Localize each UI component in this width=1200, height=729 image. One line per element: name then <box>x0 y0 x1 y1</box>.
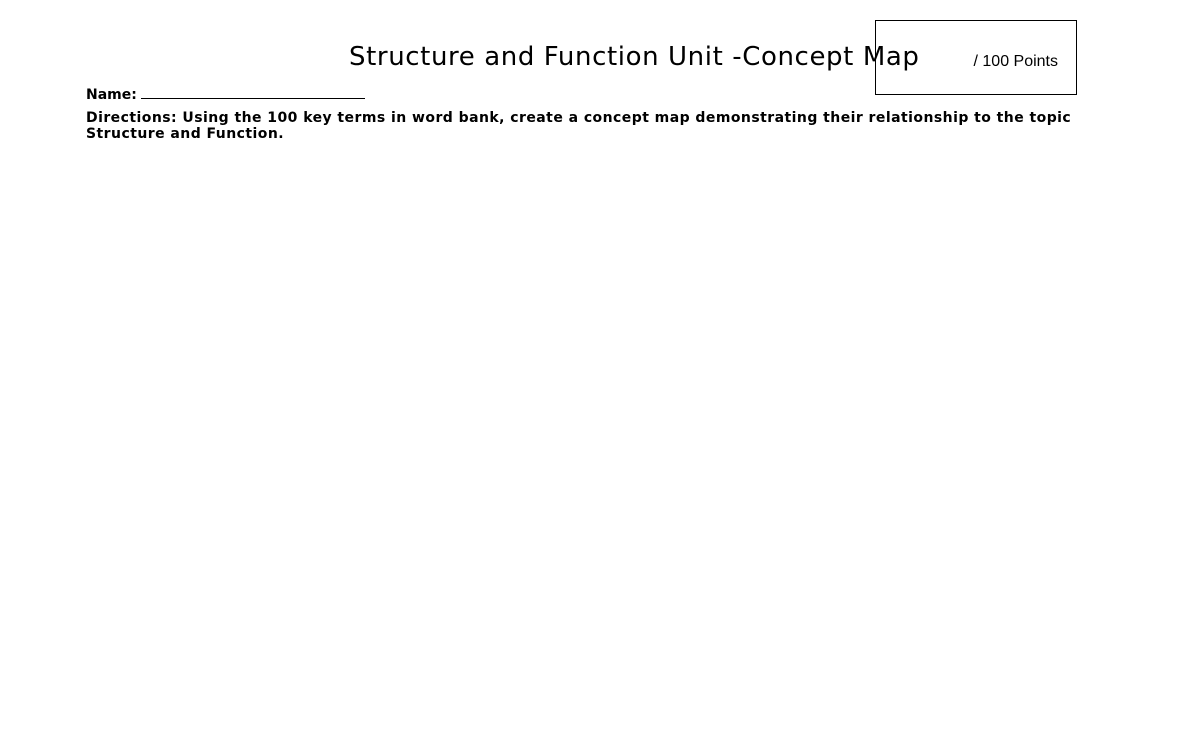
page-title: Structure and Function Unit -Concept Map <box>349 42 920 72</box>
directions-text: Directions: Using the 100 key terms in word bank, create a concept map demonstrating their relationship to the topic Structure and Function. <box>86 110 1072 142</box>
name-line <box>86 84 365 104</box>
name-label: Name: <box>86 87 137 103</box>
points-label: / 100 Points <box>973 53 1058 70</box>
points-box <box>875 20 1077 95</box>
name-blank-line <box>141 84 365 99</box>
